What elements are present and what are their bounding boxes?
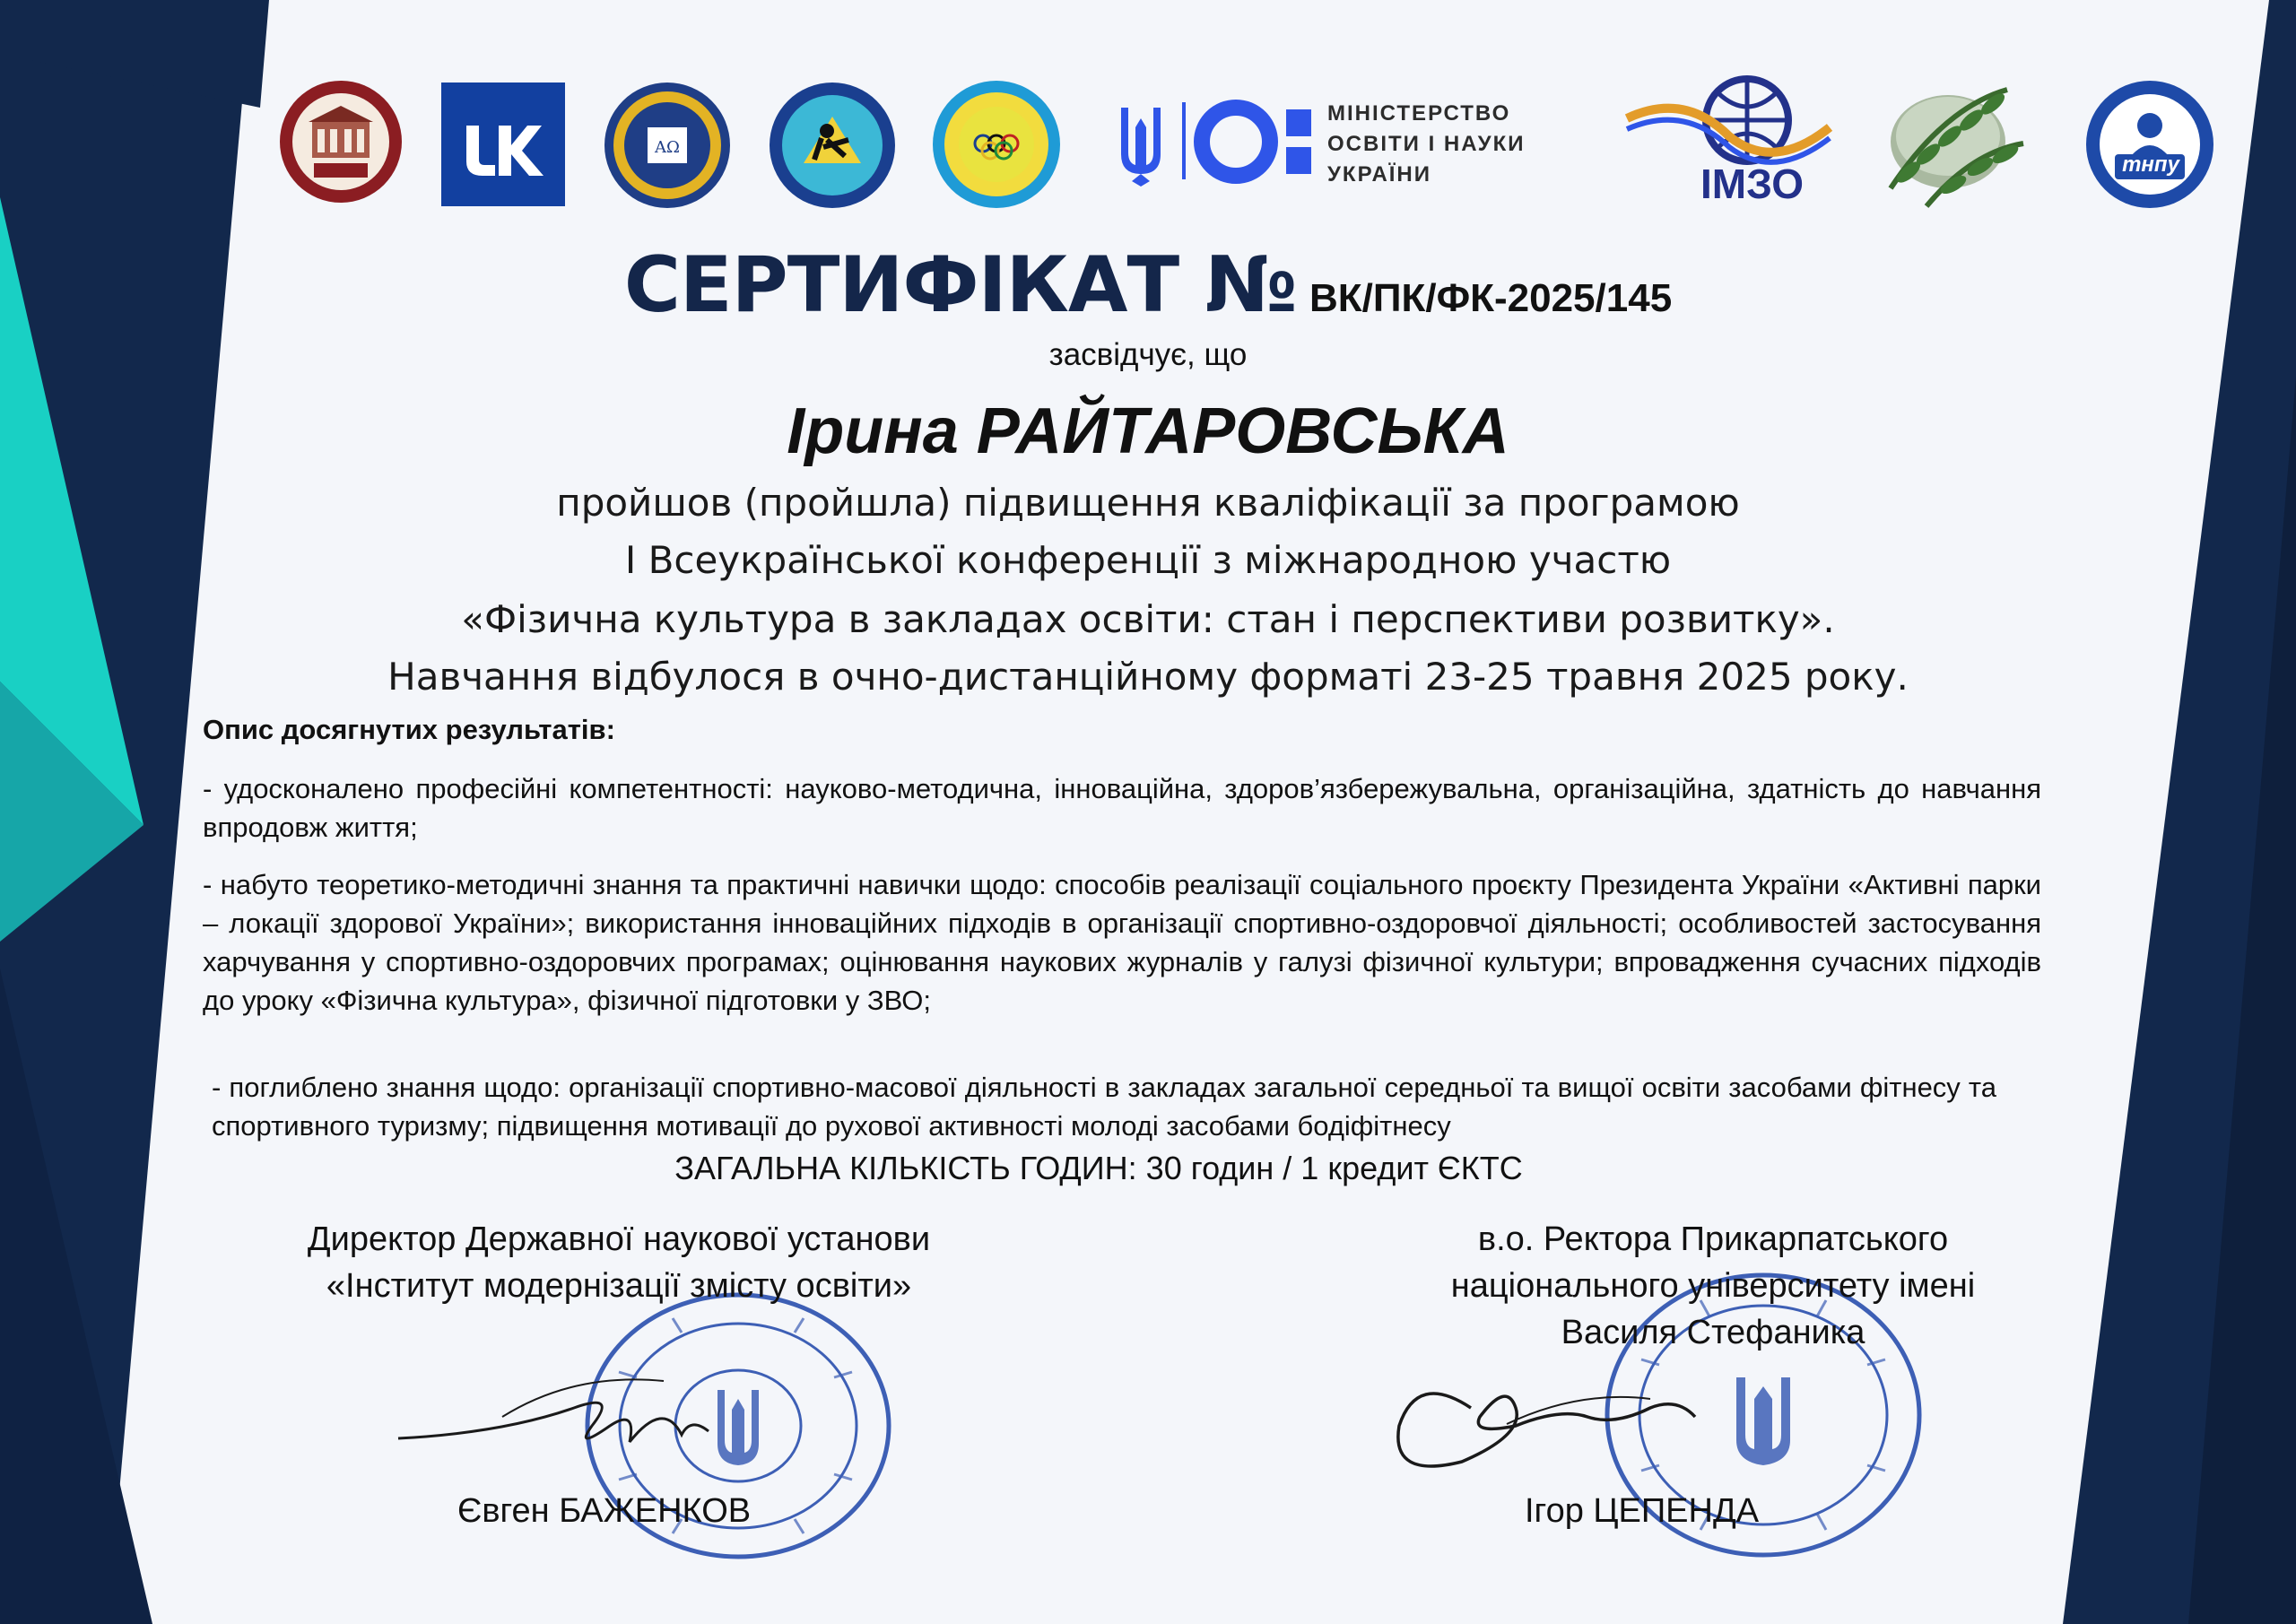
certificate-number: ВК/ПК/ФК-2025/145 [1309, 276, 1673, 320]
program-line-2: І Всеукраїнської конференції з міжнародною участю [624, 538, 1672, 582]
national-university-logo [603, 81, 732, 210]
left-signature [395, 1345, 807, 1480]
ministry-text-line-2: ОСВІТИ І НАУКИ [1327, 132, 1526, 156]
university-seal-logo [278, 79, 404, 204]
right-signature [1381, 1354, 1722, 1498]
left-signatory-name: Євген БАЖЕНКОВ [457, 1492, 752, 1530]
imzo-text: ІМЗО [1700, 161, 1805, 207]
total-hours: ЗАГАЛЬНА КІЛЬКІСТЬ ГОДИН: 30 годин / 1 кредит ЄКТС [674, 1150, 1523, 1186]
result-item-3: - поглиблено знання щодо: організації спортивно-масової діяльності в закладах загальної середньої та вищої освіти засобами фітнесу та спортивного туризму; підвищення мотивації до рухової активності молоді засобами бодіфітнесу [212, 1072, 1996, 1142]
left-signatory-title [206, 1216, 1031, 1309]
svg-text:AΩ: AΩ [655, 138, 680, 157]
result-item-2: - набуто теоретико-методичні знання та практичні навички щодо: способів реалізації соціального проєкту Президента України «Активні парки – локації здорової України»; використання інноваційних підходів в організації спортивно-оздоровчої діяльності; особливостей застосування харчування у спортивно-оздоровчих програмах; оцінювання наукових журналів у галузі фізичної культури; впровадження сучасних підходів до уроку «Фізична культура», фізичної підготовки у ЗВО; [203, 869, 2041, 1016]
certificate-title: СЕРТИФІКАТ № [623, 240, 1297, 330]
right-title-line-2: національного університету імені [1450, 1267, 1976, 1305]
right-title-line-1: в.о. Ректора Прикарпатського [1477, 1220, 1949, 1258]
certifies-text: засвідчує, що [1048, 337, 1248, 372]
left-title-line-1: Директор Державної наукової установи [307, 1220, 931, 1258]
results-heading: Опис досягнутих результатів: [203, 714, 615, 745]
right-signatory-title [1300, 1216, 2126, 1356]
ministry-of-education-logo [1101, 91, 1586, 190]
laurel-globe-logo [1873, 72, 2031, 215]
uk-logo [441, 83, 565, 206]
ministry-text-line-3: УКРАЇНИ [1327, 162, 1432, 187]
certificate-title-row [0, 240, 2296, 330]
left-title-line-2: «Інститут модернізації змісту освіти» [326, 1267, 912, 1305]
right-title-line-3: Василя Стефаника [1561, 1314, 1866, 1351]
right-signatory-name: Ігор ЦЕПЕНДА [1525, 1492, 1760, 1530]
result-item-1: - удосконалено професійні компетентності: науково-методична, інноваційна, здоров’язбережувальна, організаційна, здатність до навчання впродовж життя; [203, 773, 2041, 843]
program-line-4: Навчання відбулося в очно-дистанційному форматі 23-25 травня 2025 року. [387, 655, 1909, 699]
physical-education-faculty-logo [768, 81, 897, 210]
ministry-text-line-1: МІНІСТЕРСТВО [1327, 101, 1511, 126]
tnpu-text: тнпу [2122, 152, 2179, 177]
tnpu-logo [2084, 79, 2215, 210]
logos-row [269, 72, 2242, 215]
recipient-name: Ірина РАЙТАРОВСЬКА [787, 395, 1509, 467]
sports-department-logo [931, 79, 1062, 210]
program-line-3: «Фізична культура в закладах освіти: стан і перспективи розвитку». [461, 597, 1835, 641]
program-line-1: пройшов (пройшла) підвищення кваліфікації за програмою [556, 481, 1740, 525]
imzo-logo [1622, 74, 1833, 208]
